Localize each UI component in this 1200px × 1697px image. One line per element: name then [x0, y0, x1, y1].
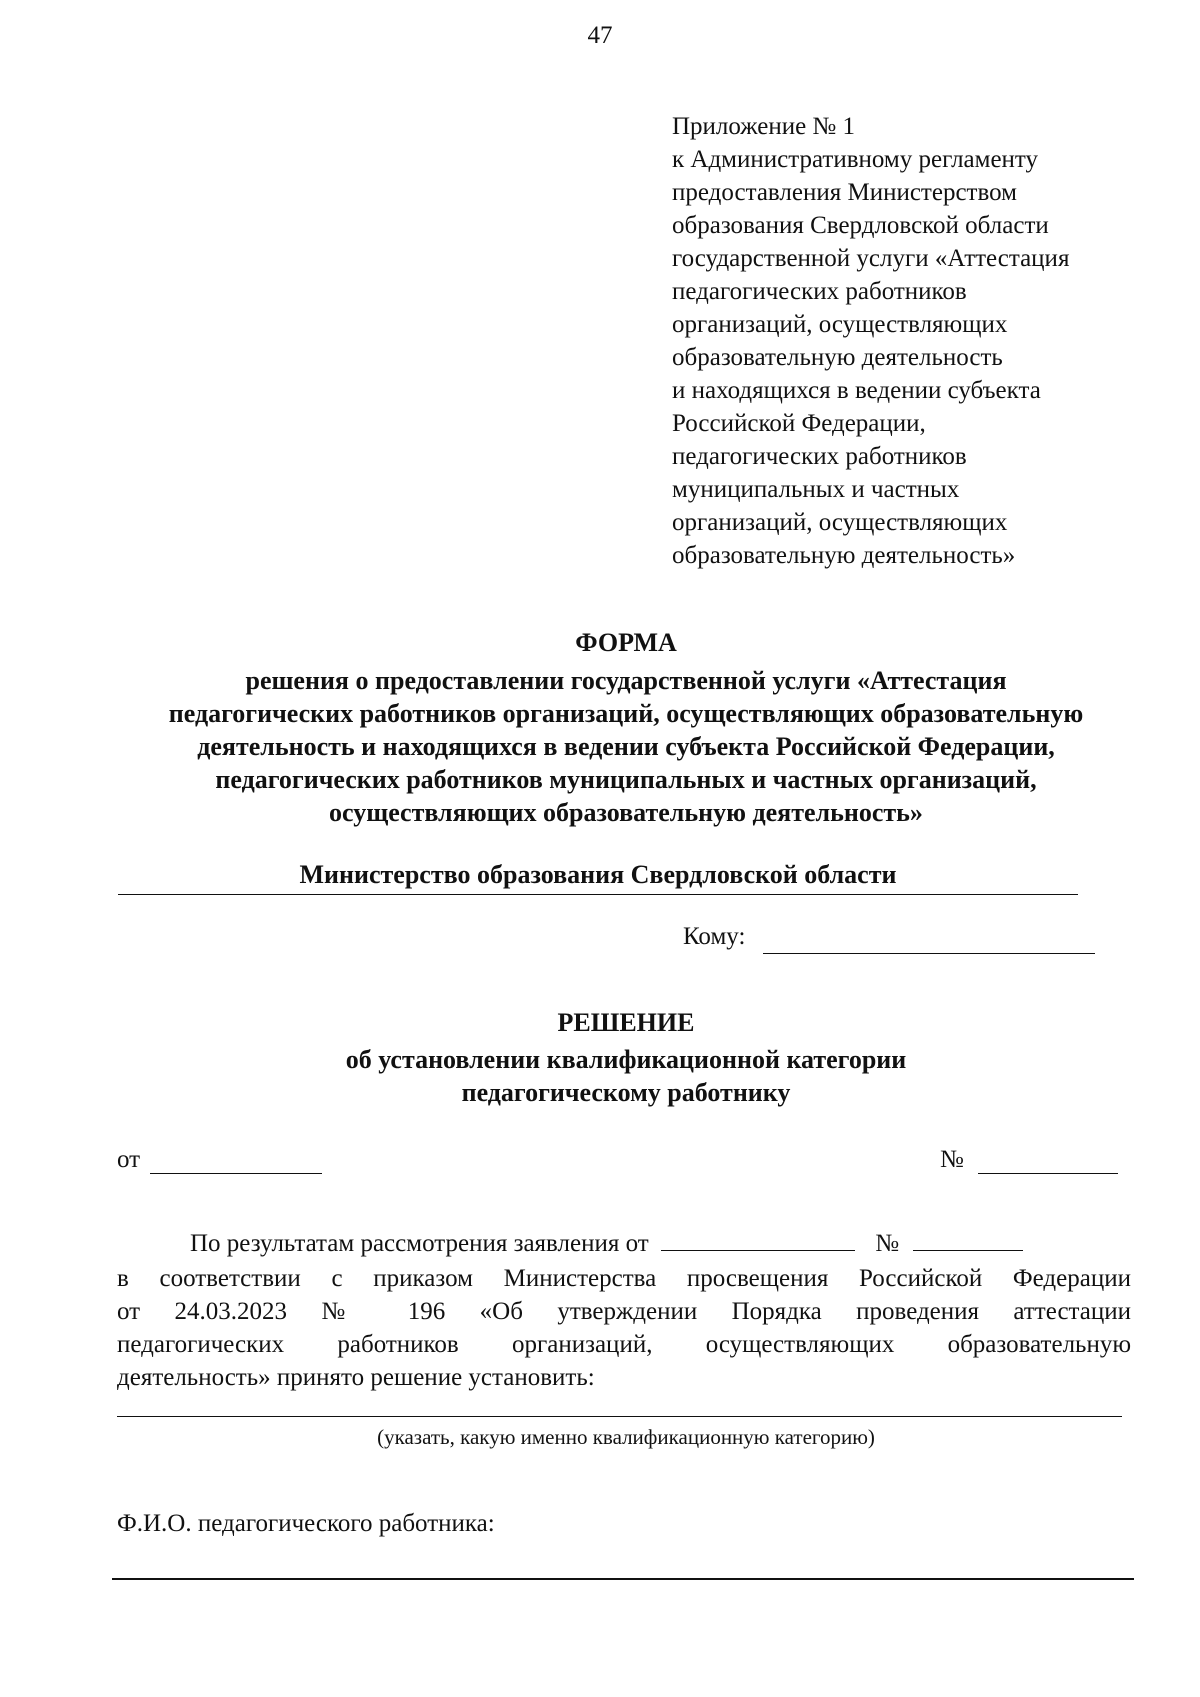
- decision-date-label: от: [117, 1146, 141, 1173]
- form-title: ФОРМА: [575, 628, 677, 657]
- paragraph-prefix: По результатам рассмотрения заявления от: [190, 1230, 649, 1257]
- decision-number-field[interactable]: [978, 1173, 1118, 1174]
- appendix-line: образования Свердловской области: [672, 212, 1049, 239]
- form-subtitle-line: осуществляющих образовательную деятельность»: [329, 798, 923, 827]
- form-subtitle-line: педагогических работников муниципальных и частных организаций,: [215, 765, 1037, 794]
- recipient-field[interactable]: [763, 953, 1095, 954]
- paragraph-line: деятельность» принято решение установить:: [117, 1364, 595, 1391]
- decision-date-field[interactable]: [150, 1173, 322, 1174]
- appendix-line: государственной услуги «Аттестация: [672, 245, 1070, 272]
- paragraph-line: педагогических работников организаций, осуществляющих образовательную: [117, 1331, 1131, 1358]
- decision-subtitle: [0, 1043, 1200, 1109]
- category-hint: (указать, какую именно квалификационную категорию): [377, 1425, 875, 1449]
- application-number-field[interactable]: [913, 1230, 1023, 1251]
- page-number: 47: [587, 22, 613, 49]
- recipient-label: Кому:: [683, 923, 746, 950]
- paragraph-line: от 24.03.2023 № 196 «Об утверждении Порядка проведения аттестации: [117, 1298, 1131, 1325]
- appendix-line: Российской Федерации,: [672, 410, 926, 437]
- application-number-label: №: [875, 1230, 900, 1257]
- decision-title: РЕШЕНИЕ: [557, 1008, 695, 1037]
- appendix-line: образовательную деятельность: [672, 344, 1003, 371]
- appendix-line: и находящихся в ведении субъекта: [672, 377, 1041, 404]
- form-subtitle-line: решения о предоставлении государственной услуги «Аттестация: [245, 666, 1007, 695]
- decision-subtitle-line: педагогическому работнику: [461, 1078, 791, 1107]
- paragraph-line: в соответствии с приказом Министерства просвещения Российской Федерации: [117, 1265, 1131, 1292]
- form-subtitle-line: педагогических работников организаций, осуществляющих образовательную: [168, 699, 1084, 728]
- appendix-line: муниципальных и частных: [672, 476, 960, 503]
- form-subtitle-line: деятельность и находящихся в ведении субъекта Российской Федерации,: [197, 732, 1055, 761]
- category-field[interactable]: [117, 1416, 1122, 1417]
- appendix-line: педагогических работников: [672, 278, 967, 305]
- paragraph-first-line: [190, 1230, 1120, 1258]
- decision-number-label: №: [940, 1146, 964, 1173]
- appendix-line: к Административному регламенту: [672, 146, 1039, 173]
- appendix-block: [672, 110, 1152, 572]
- teacher-name-label: Ф.И.О. педагогического работника:: [117, 1510, 495, 1537]
- ministry-name: Министерство образования Свердловской области: [299, 860, 897, 889]
- appendix-line: организаций, осуществляющих: [672, 509, 1008, 536]
- appendix-line: организаций, осуществляющих: [672, 311, 1008, 338]
- application-date-field[interactable]: [661, 1230, 855, 1251]
- form-subtitle: [100, 664, 1152, 829]
- ministry-field: [118, 858, 1078, 895]
- teacher-name-field[interactable]: [112, 1578, 1134, 1580]
- appendix-line: предоставления Министерством: [672, 179, 1017, 206]
- appendix-line: образовательную деятельность»: [672, 542, 1016, 569]
- appendix-line: педагогических работников: [672, 443, 967, 470]
- decision-subtitle-line: об установлении квалификационной категории: [345, 1045, 907, 1074]
- paragraph-body: [117, 1262, 1131, 1394]
- appendix-line: Приложение № 1: [672, 113, 856, 140]
